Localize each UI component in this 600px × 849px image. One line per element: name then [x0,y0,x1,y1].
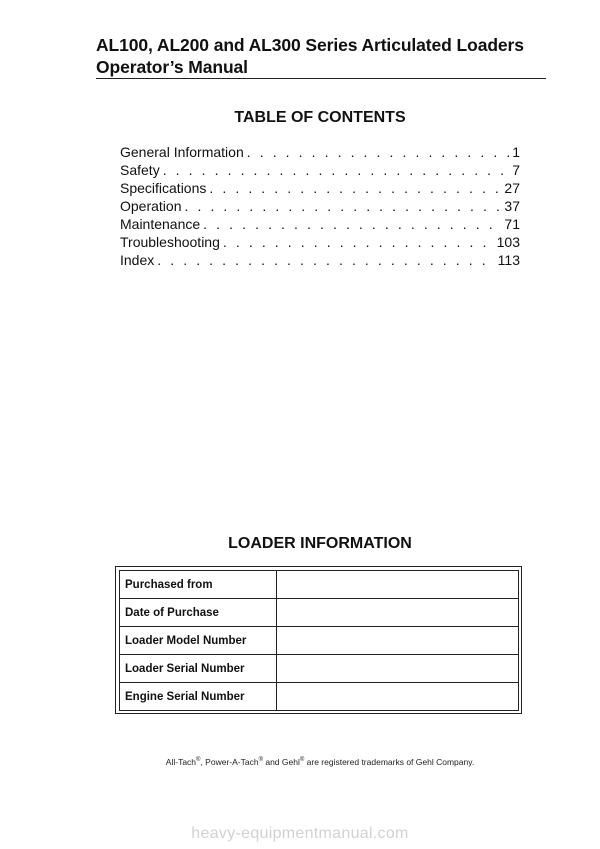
field-label-purchased-from: Purchased from [120,571,277,599]
table-row [120,683,519,711]
registered-mark: ® [196,757,201,764]
trademark-notice [0,757,600,767]
toc-entry-page: 103 [496,234,520,250]
toc-leader-dots [184,197,501,215]
toc-entry-page: 7 [512,162,520,178]
field-value-loader-serial-number[interactable] [277,655,519,683]
toc-leader-dots [157,251,494,269]
field-label-loader-serial-number: Loader Serial Number [120,655,277,683]
toc-entry-label: Operation [120,198,182,214]
field-label-loader-model-number: Loader Model Number [120,627,277,655]
field-value-loader-model-number[interactable] [277,627,519,655]
toc-entry-general-information[interactable] [120,143,520,161]
table-row [120,599,519,627]
toc-leader-dots [163,161,510,179]
trademark-text: All-Tach [165,757,197,767]
toc-entry-label: Specifications [120,180,207,196]
toc-entry-page: 37 [504,198,520,214]
toc-entry-page: 71 [504,216,520,232]
registered-mark: ® [299,757,305,764]
toc-entry-label: Safety [120,162,160,178]
toc-entry-label: Troubleshooting [120,234,220,250]
toc-leader-dots [203,215,501,233]
field-value-purchased-from[interactable] [277,571,519,599]
document-title: AL100, AL200 and AL300 Series Articulated Loaders [96,35,524,55]
toc-entry-specifications[interactable] [120,179,520,197]
table-row [120,655,519,683]
site-watermark: heavy-equipmentmanual.com [191,825,409,842]
header-divider [96,78,546,79]
trademark-text: , Power-A-Tach [200,757,259,767]
loader-info-table [119,570,519,711]
toc-entry-safety[interactable] [120,161,520,179]
toc-entry-label: Index [120,252,155,268]
toc-entry-page: 27 [504,180,520,196]
document-header [96,34,546,78]
toc-entry-label: General Information [120,144,244,160]
toc-entry-troubleshooting[interactable] [120,233,520,251]
field-value-date-of-purchase[interactable] [277,599,519,627]
toc-entry-index[interactable] [120,251,520,269]
toc-entry-operation[interactable] [120,197,520,215]
trademark-text: and Gehl [262,757,300,767]
table-row [120,571,519,599]
field-label-engine-serial-number: Engine Serial Number [120,683,277,711]
table-row [120,627,519,655]
trademark-text: are registered trademarks of Gehl Company. [304,757,475,767]
toc-entry-label: Maintenance [120,216,201,232]
toc-leader-dots [209,179,501,197]
toc-entry-maintenance[interactable] [120,215,520,233]
toc-entry-page: 113 [497,252,520,268]
loader-info-heading: LOADER INFORMATION [228,535,412,552]
toc-entry-page: 1 [512,144,520,160]
toc-leader-dots [247,143,509,161]
field-label-date-of-purchase: Date of Purchase [120,599,277,627]
field-value-engine-serial-number[interactable] [277,683,519,711]
document-subtitle: Operator’s Manual [96,57,248,77]
registered-mark: ® [258,757,263,764]
table-of-contents [120,143,520,269]
toc-leader-dots [223,233,494,251]
toc-heading: TABLE OF CONTENTS [234,109,406,126]
